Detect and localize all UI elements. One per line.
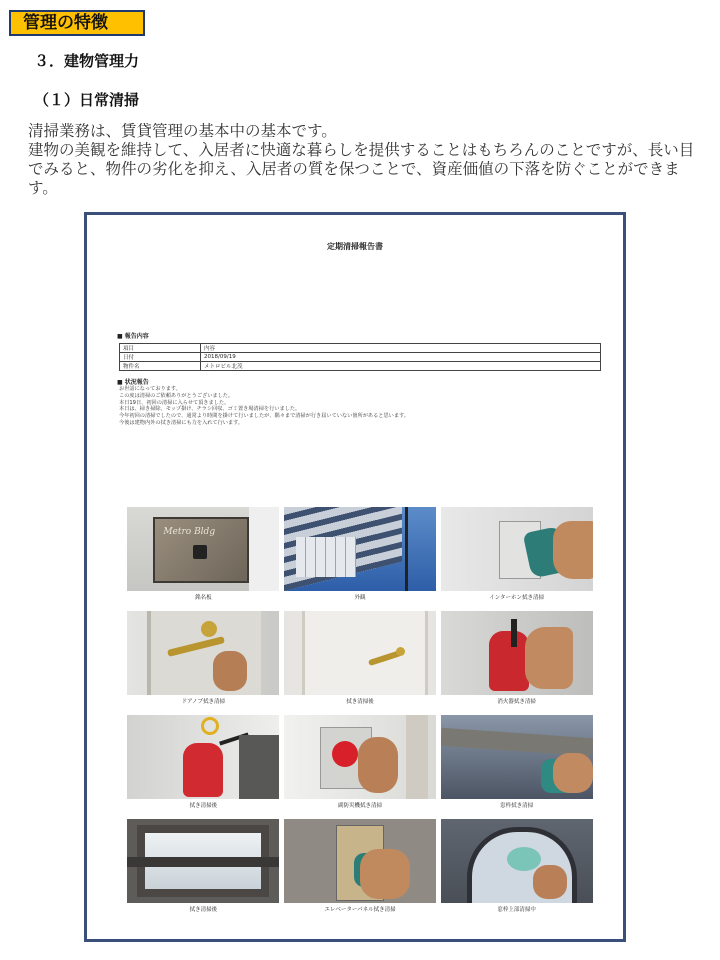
photo-caption: 副防災機拭き清掃 — [337, 803, 382, 809]
report-body-line: 今年初回の清掃でしたので、通常より時間を掛けて行いましたが、隅々まで清掃が行き届いていない箇所があると思います。 — [119, 413, 409, 420]
fire-alarm-photo — [284, 715, 436, 799]
photo-caption: 消火器拭き清掃 — [497, 699, 536, 705]
photo-caption: 銘名板 — [195, 595, 212, 601]
report-body — [119, 386, 589, 427]
intro-line-1: 清掃業務は、賃貸管理の基本中の基本です。 — [28, 122, 337, 140]
report-info-table — [119, 343, 601, 371]
photo-cell — [284, 819, 437, 913]
nameplate-photo: Metro Bldg — [127, 507, 279, 591]
subsection-heading: （１）日常清掃 — [34, 91, 140, 109]
table-cell: メトロビル北茂 — [201, 362, 601, 371]
intro-paragraph — [28, 122, 698, 198]
photo-cell — [127, 819, 280, 913]
photo-cell — [440, 819, 593, 913]
photo-cell — [284, 715, 437, 809]
extinguisher-after-photo — [127, 715, 279, 799]
window-top-photo — [441, 819, 593, 903]
table-row — [120, 362, 601, 371]
photo-cell — [440, 611, 593, 705]
report-section-info: ■ 報告内容 — [117, 333, 149, 340]
photo-caption: 外観 — [354, 595, 366, 601]
report-section-status: ■ 状況報告 — [117, 379, 149, 386]
report-title: 定期清掃報告書 — [327, 242, 383, 251]
photo-caption: 拭き清掃後 — [346, 699, 374, 705]
section-heading: ３．建物管理力 — [34, 52, 140, 70]
photo-cell — [440, 715, 593, 809]
table-row — [120, 344, 601, 353]
doorknob-photo — [127, 611, 279, 695]
report-body-line: 今後は建物内外の拭き清掃にも力を入れて行います。 — [119, 419, 244, 426]
photo-cell — [127, 715, 280, 809]
photo-cell — [284, 611, 437, 705]
table-cell: 項目 — [120, 344, 201, 353]
table-cell: 内容 — [201, 344, 601, 353]
table-row — [120, 353, 601, 362]
table-cell: 日付 — [120, 353, 201, 362]
extinguisher-photo — [441, 611, 593, 695]
window-frame-photo — [441, 715, 593, 799]
cleaning-report-image — [84, 212, 626, 942]
photo-cell — [127, 611, 280, 705]
door-after-photo — [284, 611, 436, 695]
photo-caption: エレベーターパネル拭き清掃 — [324, 907, 396, 913]
table-cell: 物件名 — [120, 362, 201, 371]
photo-caption: 拭き清掃後 — [189, 907, 218, 913]
photo-caption: ドアノブ拭き清掃 — [181, 699, 226, 705]
intercom-photo — [441, 507, 593, 591]
section-badge: 管理の特徴 — [9, 10, 145, 36]
photo-cell — [440, 507, 593, 601]
table-cell: 2018/09/19 — [201, 353, 601, 362]
elevator-panel-photo — [284, 819, 436, 903]
photo-grid — [127, 507, 593, 913]
photo-cell — [127, 507, 280, 601]
photo-cell — [284, 507, 437, 601]
report-body-line: 本日は、掃き掃除、モップ掛け、チラシ回収、ゴミ置き場清掃を行いました。 — [119, 406, 301, 413]
report-body-line: この度は清掃のご依頼ありがとうございました。 — [119, 392, 234, 399]
exterior-photo — [284, 507, 436, 591]
photo-caption: 拭き清掃後 — [189, 803, 218, 809]
report-body-line: お世話になっております。 — [119, 386, 181, 392]
report-body-line: 本日19日、初回の清掃に入らせて頂きました。 — [119, 399, 230, 406]
photo-caption: 窓枠上部清掃中 — [497, 907, 536, 913]
photo-caption: 窓枠拭き清掃 — [500, 803, 534, 809]
window-after-photo — [127, 819, 279, 903]
photo-caption: インターホン拭き清掃 — [489, 595, 545, 601]
intro-line-2: 建物の美観を維持して、入居者に快適な暮らしを提供することはもちろんのことですが、長い目でみると、物件の劣化を抑え、入居者の質を保つことで、資産価値の下落を防ぐことができます。 — [28, 141, 695, 197]
